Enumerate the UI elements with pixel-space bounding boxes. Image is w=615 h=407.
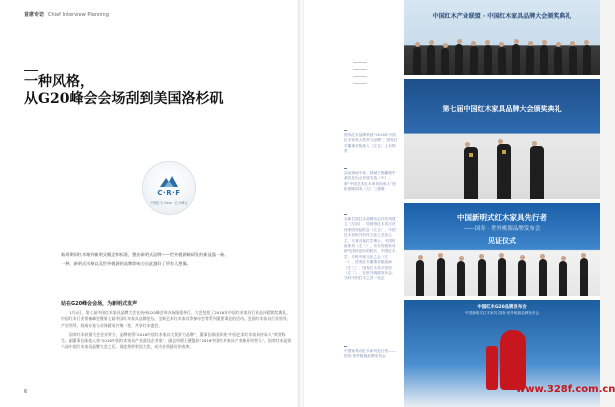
- title-rule: [24, 70, 38, 71]
- page-gutter: [298, 0, 304, 407]
- photo-award-ceremony-group: [404, 0, 600, 75]
- section-header: [24, 11, 109, 18]
- logo-text: C·R·F: [157, 189, 181, 197]
- caption-mark: [344, 168, 347, 169]
- caption-text: 活动现场专家、领域王推翻奥乎某首先出会首席当选（中）、第“中国艺术红木家具传承人”授衔者陈国寿（左）三康缴: [344, 171, 396, 192]
- body-paragraph: 1月4日，第七届中国红木家具品牌大会在杭州G20峰会举办场隆重举行，大会包括了2016年中国红木家具行业品评精销奖典礼、中国红木行业领袖峰会暨第七届中国红木家具品牌论坛、全新艺术红木家具等参申会等系列重要事宜的活动。会国红木家具行业领导、产官领导、权威专家与业界精英共聚一堂，共享红木盛会。: [61, 310, 291, 328]
- photo-caption: [344, 130, 399, 155]
- caption-mark: [344, 214, 347, 215]
- section-heading: 站在G20峰会会场，为新明式发声: [61, 301, 138, 307]
- people-group: [410, 251, 594, 296]
- title-line-2: 从G20峰会会场刮到美国洛杉矶: [24, 91, 224, 107]
- watermark-url: www.328f.com.cn: [516, 384, 615, 395]
- intro-paragraph: 一种，新明式风格以及世外桃源的品牌影响力自此越好了所有人想像。: [61, 261, 191, 266]
- people-group: [454, 139, 554, 199]
- intro-paragraph: 新周期同红木嫁到新明式概念和标准，整出新明式品牌——世外桃源赖研发的新显露一新。: [61, 252, 229, 257]
- caption-text: 国寿红木品牌荣获“2016年中国红木家具大奖杯力品牌”，国寿红木董事长陈选入（左五）上台领奖: [344, 133, 398, 154]
- photo-banner-caption: 见证仪式: [488, 237, 516, 245]
- photo-banner-text: 中国红木产业联盟 · 中国红木家具品牌大会颁奖典礼: [432, 13, 572, 20]
- watermark-logo-shape: [500, 330, 526, 390]
- photo-caption: [344, 214, 399, 282]
- caption-text: 全新打造红木品牌出会在杭州建立（左四）、同国寿红木首次首经家园亮起的金（左五）、中国红木首衔外后传文化公艺化心主、专者各某位学博士、中国传统家具（左二）、东方传统家具研究团体创办的院长、中国红木学、专程中研文化之会（左一）、国寿红木董事长陈选和（左三）、国寿红木首次首经（左二）、在世外桃源发布会、当时中国红木之首一见证: [344, 217, 396, 281]
- photo-caption: [344, 346, 399, 360]
- watermark-logo-shape: [486, 346, 498, 390]
- intro-paragraphs: [61, 251, 291, 269]
- photo-banner-subtitle: ——国寿 · 世外桃源品牌发布会: [463, 226, 541, 232]
- caption-mark: [344, 346, 347, 347]
- logo-subtext: 中国红木·Case · 红木峰会: [150, 201, 188, 205]
- title-line-1: 一种风格，: [24, 74, 94, 90]
- section-subtitle: Chief Interview Planning: [48, 12, 109, 18]
- body-paragraph: 国寿红木获颁大会企业荣力，品牌获得“2016中国红木家具大奖杯力品牌”，董事长陈国寿获“中国艺术红木家具传承人”荣誉称号，副董事长陈选入获“2016中国红木家具产业最佳企业家”，副总经理王健俊获“2016中国红木家具产业新业经营人”。国寿红木是第六届中国红木家具品牌大会之后，再度将荣荣回大奖，成为业领最好的表率。: [61, 331, 292, 350]
- caption-text: 中国家具词红木家具先行者——国寿·世外桃源品牌发布会: [344, 349, 396, 359]
- body-text: [61, 310, 293, 354]
- crf-logo: [143, 162, 195, 214]
- photo-award-handover: [404, 79, 600, 199]
- photo-caption: [344, 168, 399, 193]
- page-number: 6: [24, 389, 28, 395]
- article-title: [24, 74, 223, 108]
- caption-mark: [344, 130, 347, 131]
- photo-banner-subtitle: 中国新明式红木家具 国寿·世外桃源品牌发布会: [464, 311, 540, 315]
- photo-banner-title: 中国红木G20品牌发布会: [477, 305, 527, 310]
- section-label: 首席专访: [24, 12, 45, 18]
- photo-banner-text: 第七届中国红木家具品牌大会颁奖典礼: [442, 105, 562, 113]
- people-group: [410, 40, 594, 75]
- photo-banner-title: 中国新明式红木家具先行者: [457, 213, 547, 222]
- mountain-icon: [160, 174, 178, 188]
- photo-index-lines: [353, 57, 367, 85]
